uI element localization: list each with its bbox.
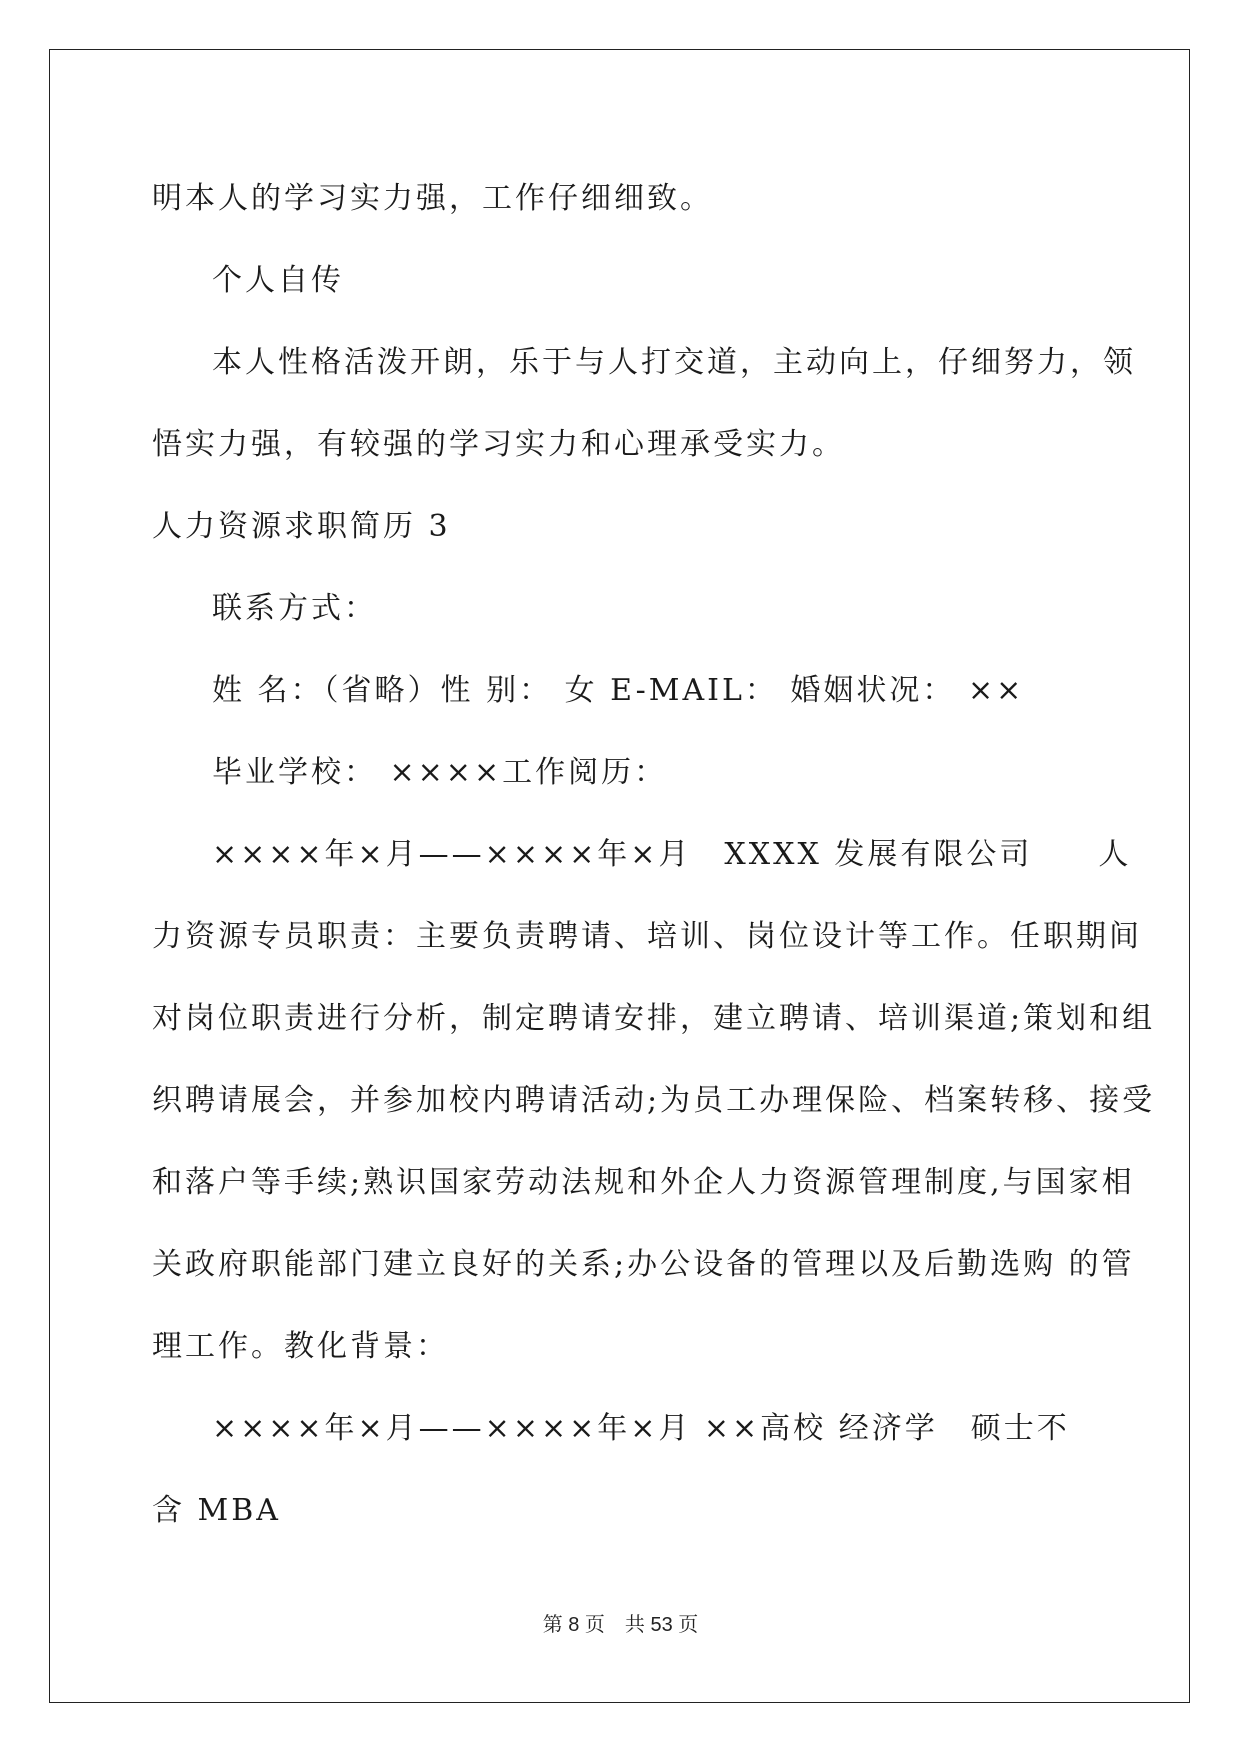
school-line: 毕业学校： ××××工作阅历： xyxy=(212,755,668,790)
text-line: 织聘请展会，并参加校内聘请活动;为员工办理保险、档案转移、接受 xyxy=(152,1083,1156,1118)
contact-heading: 联系方式： xyxy=(212,591,377,626)
text-line: 含 MBA xyxy=(152,1493,281,1528)
resume-title: 人力资源求职简历 3 xyxy=(152,509,451,544)
text-line: 和落户等手续;熟识国家劳动法规和外企人力资源管理制度,与国家相 xyxy=(152,1165,1135,1200)
text-line: 明本人的学习实力强，工作仔细细致。 xyxy=(152,181,713,216)
text-line: 悟实力强，有较强的学习实力和心理承受实力。 xyxy=(152,427,845,462)
text-line: 本人性格活泼开朗，乐于与人打交道，主动向上，仔细努力，领 xyxy=(212,345,1136,380)
work-experience-line: ××××年×月——××××年×月 XXXX 发展有限公司 人 xyxy=(212,837,1132,872)
section-heading-autobiography: 个人自传 xyxy=(212,263,344,298)
text-line: 关政府职能部门建立良好的关系;办公设备的管理以及后勤选购 的管 xyxy=(152,1247,1135,1282)
text-line: 力资源专员职责：主要负责聘请、培训、岗位设计等工作。任职期间 xyxy=(152,919,1142,954)
document-body xyxy=(152,158,1156,1552)
page-number: 第 8 页 共 53 页 xyxy=(542,1614,699,1636)
text-line: 对岗位职责进行分析，制定聘请安排，建立聘请、培训渠道;策划和组 xyxy=(152,1001,1156,1036)
contact-details: 姓 名：（省略）性 别： 女 E-MAIL： 婚姻状况： ×× xyxy=(212,673,1025,708)
education-line: ××××年×月——××××年×月 ××高校 经济学 硕士不 xyxy=(212,1411,1070,1446)
education-heading: 理工作。教化背景： xyxy=(152,1329,449,1364)
